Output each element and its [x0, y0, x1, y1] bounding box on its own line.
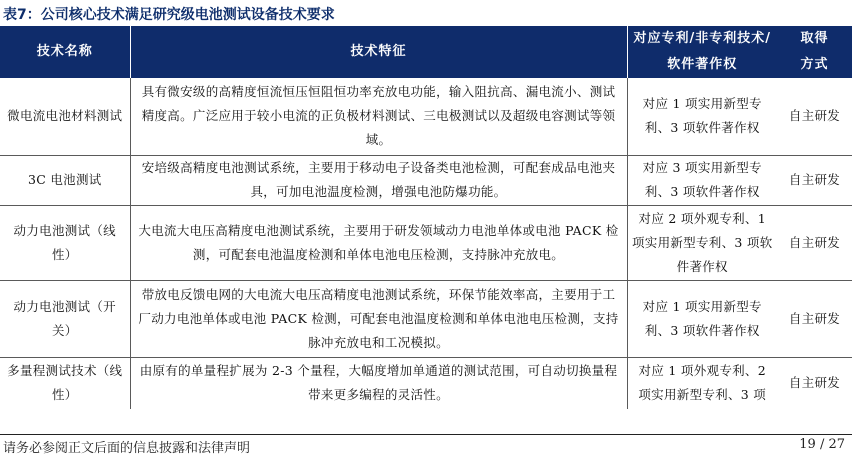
footer-divider [0, 434, 852, 435]
row-tech-name: 动力电池测试（开关） [0, 280, 130, 357]
table-row [0, 78, 852, 155]
table-header-row [0, 26, 852, 78]
tech-requirements-table [0, 26, 852, 409]
row-ip: 对应 1 项实用新型专利、3 项软件著作权 [627, 280, 777, 357]
table-row [0, 205, 852, 280]
row-method: 自主研发 [777, 78, 852, 155]
table-row [0, 357, 852, 409]
header-tech-name: 技术名称 [0, 26, 130, 78]
row-ip: 对应 1 项实用新型专利、3 项软件著作权 [627, 78, 777, 155]
row-ip: 对应 3 项实用新型专利、3 项软件著作权 [627, 155, 777, 205]
row-ip: 对应 2 项外观专利、1 项实用新型专利、3 项软件著作权 [627, 205, 777, 280]
table-row [0, 155, 852, 205]
row-ip: 对应 1 项外观专利、2 项实用新型专利、3 项 [638, 363, 767, 403]
header-ip [627, 26, 777, 78]
header-ip-line1: 对应专利/非专利技术/ [633, 31, 771, 46]
row-tech-feature: 带放电反馈电网的大电流大电压高精度电池测试系统，环保节能效率高，主要用于工厂动力电池单体或电池 PACK 检测，可配套电池温度检测和单体电池电压检测，支持脉冲充放电和工况模拟。 [130, 280, 627, 357]
header-method-line1: 取得 [800, 31, 829, 46]
table-row [0, 280, 852, 357]
row-tech-name: 3C 电池测试 [0, 155, 130, 205]
table-title: 表7：公司核心技术满足研究级电池测试设备技术要求 [3, 7, 335, 23]
header-ip-line2: 软件著作权 [667, 57, 738, 72]
row-tech-feature: 具有微安级的高精度恒流恒压恒阻恒功率充放电功能，输入阻抗高、漏电流小、测试精度高。广泛应用于较小电流的正负极材料测试、三电极测试以及超级电容测试等领域。 [130, 78, 627, 155]
header-method-line2: 方式 [800, 57, 829, 72]
row-method: 自主研发 [788, 375, 841, 391]
row-method: 自主研发 [777, 155, 852, 205]
row-tech-feature: 安培级高精度电池测试系统，主要用于移动电子设备类电池检测，可配套成品电池夹具，可加电池温度检测，增强电池防爆功能。 [130, 155, 627, 205]
row-method: 自主研发 [777, 280, 852, 357]
row-tech-name: 微电流电池材料测试 [0, 78, 130, 155]
row-tech-name: 多量程测试技术（线性） [7, 363, 123, 403]
page-number: 19 / 27 [799, 437, 845, 452]
header-tech-feature: 技术特征 [130, 26, 627, 78]
row-tech-feature: 大电流大电压高精度电池测试系统，主要用于研发领域动力电池单体或电池 PACK 检测，可配套电池温度检测和单体电池电压检测，支持脉冲充放电。 [130, 205, 627, 280]
footer-disclaimer: 请务必参阅正文后面的信息披露和法律声明 [3, 441, 251, 456]
row-tech-name: 动力电池测试（线性） [0, 205, 130, 280]
row-tech-feature: 由原有的单量程扩展为 2-3 个量程，大幅度增加单通道的测试范围，可自动切换量程带来更多编程的灵活性。 [130, 357, 627, 409]
row-method: 自主研发 [777, 205, 852, 280]
header-method [777, 26, 852, 78]
